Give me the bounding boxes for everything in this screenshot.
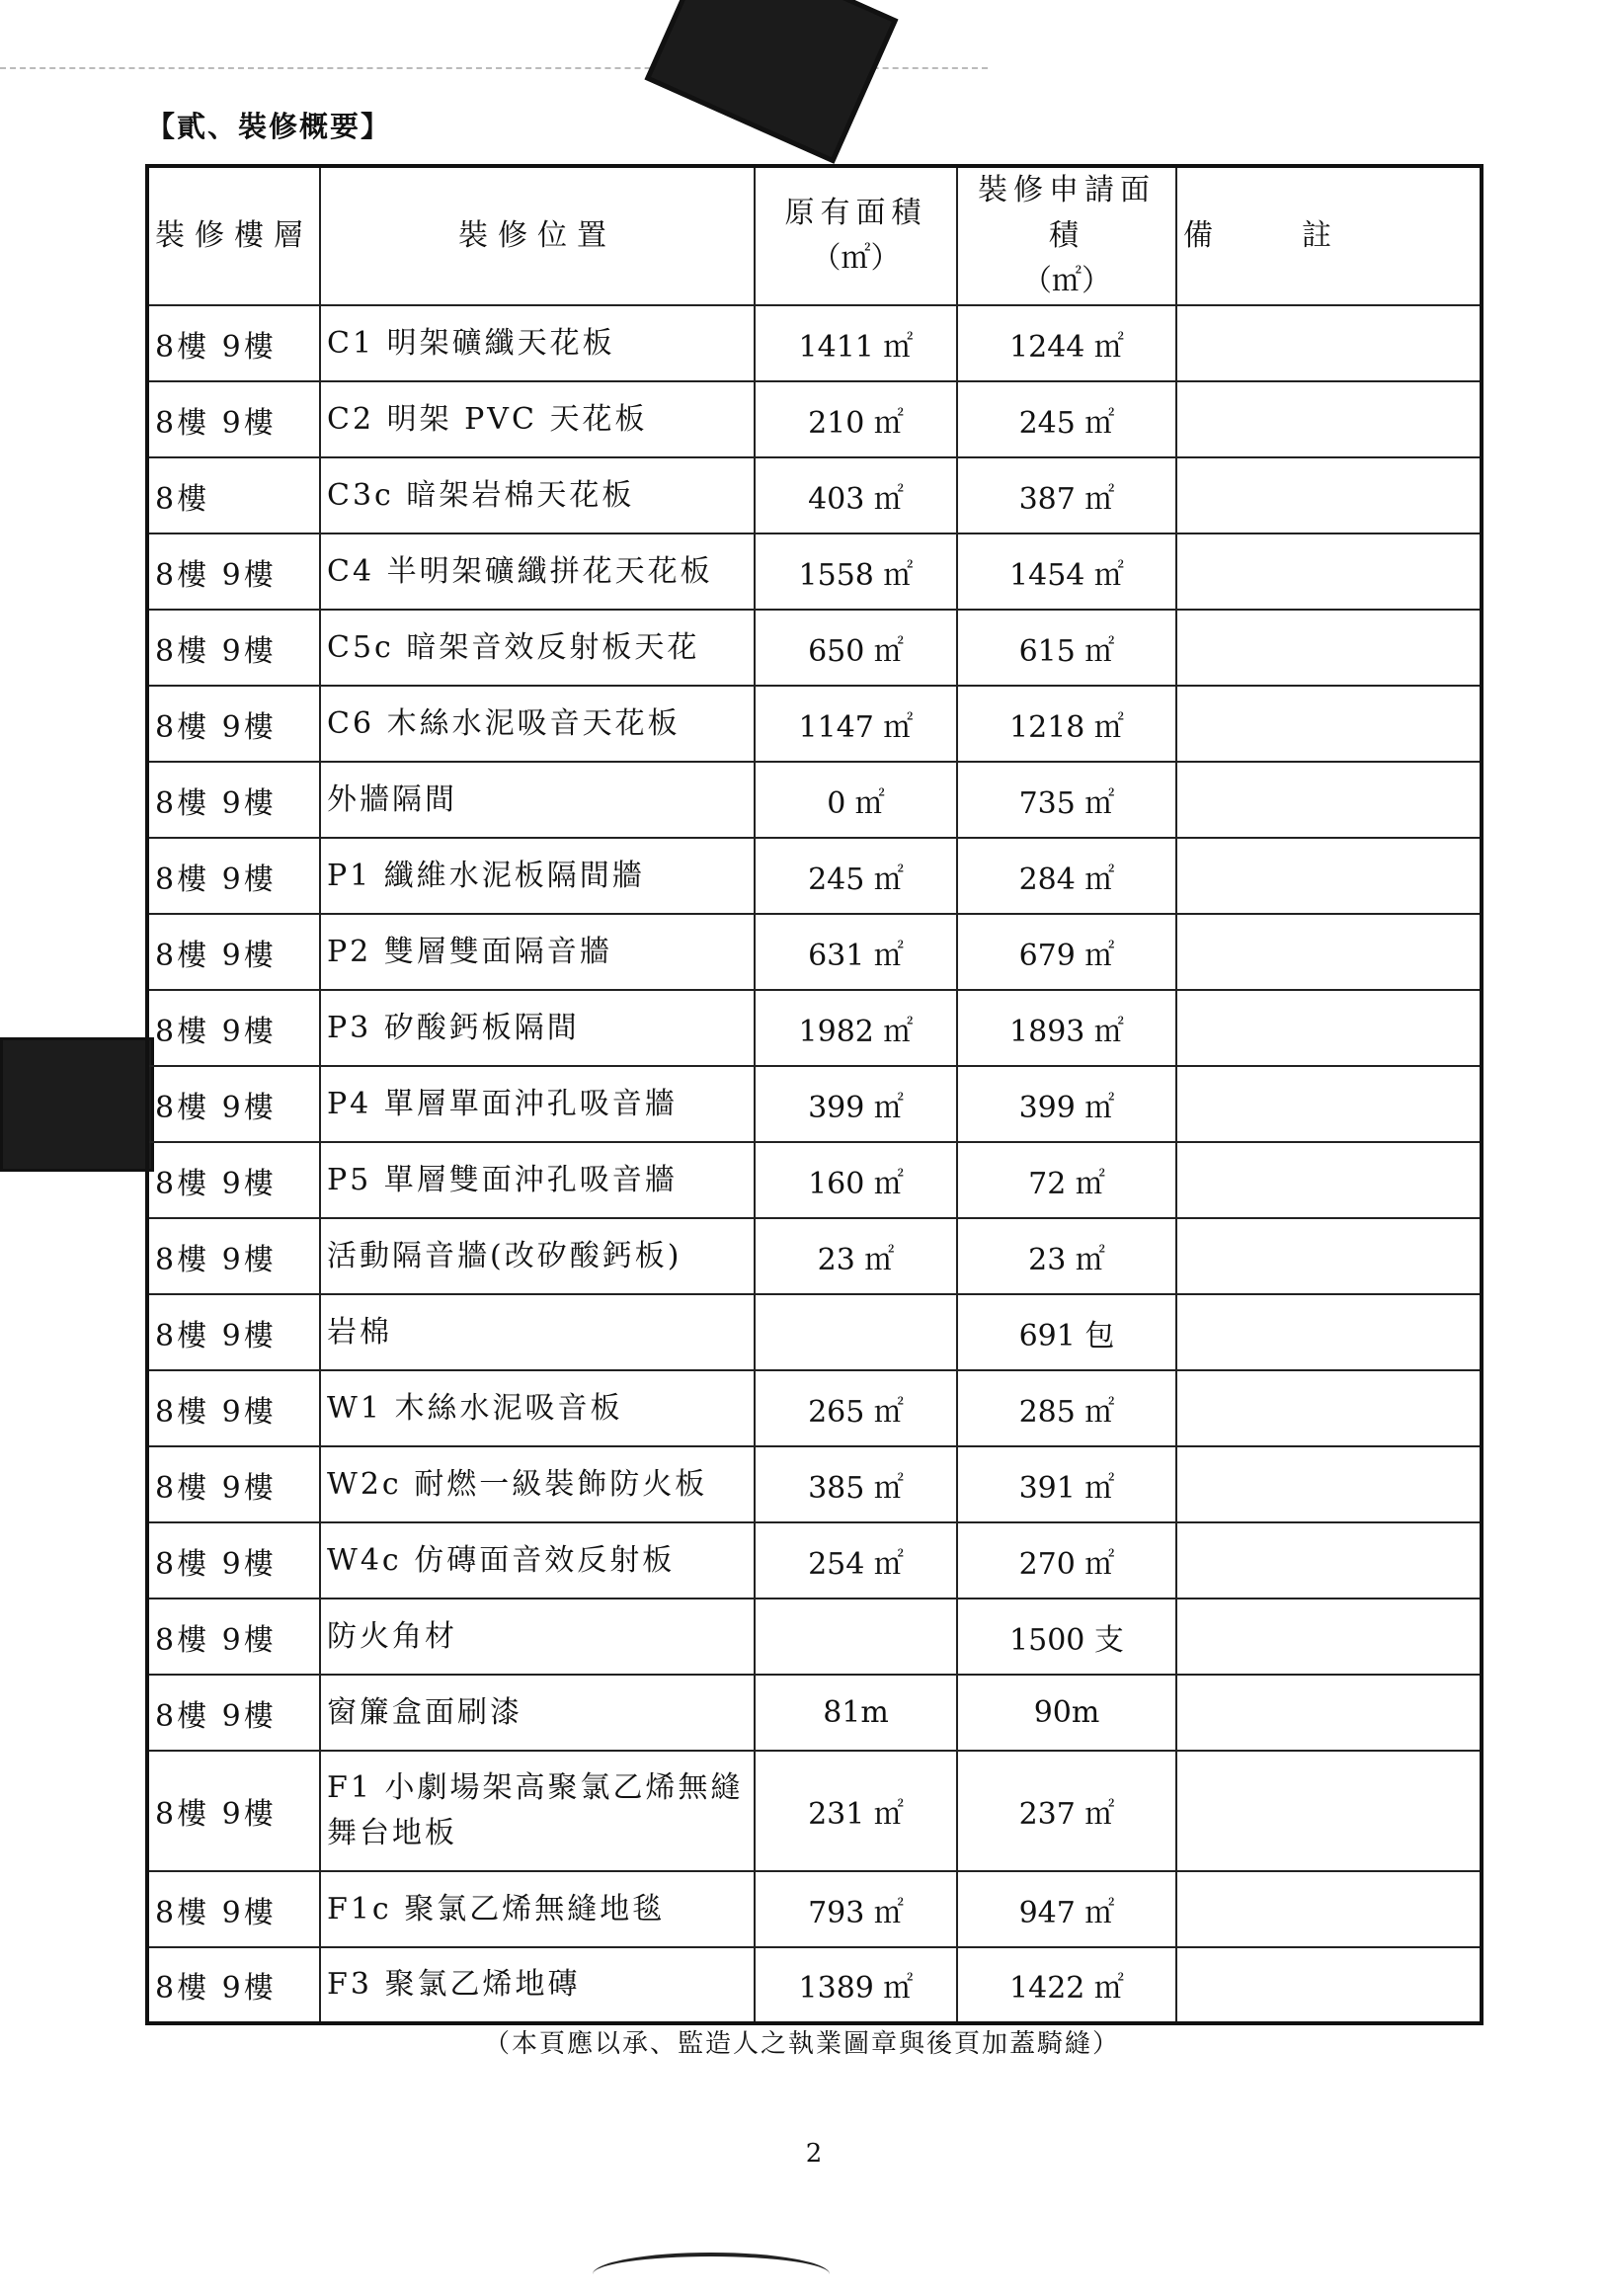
table-row — [147, 381, 1482, 457]
cell-floor: 8樓 9樓 — [147, 762, 320, 838]
header-note: 備 註 — [1176, 166, 1482, 305]
cell-original-area: 160 ㎡ — [755, 1142, 957, 1218]
cell-floor: 8樓 9樓 — [147, 305, 320, 381]
cell-original-area: 1558 ㎡ — [755, 533, 957, 610]
cell-position: P5 單層雙面沖孔吸音牆 — [320, 1142, 755, 1218]
cell-position: F3 聚氯乙烯地磚 — [320, 1947, 755, 2023]
table-row — [147, 1871, 1482, 1947]
cell-floor: 8樓 9樓 — [147, 1066, 320, 1142]
table-row — [147, 1218, 1482, 1294]
cell-note — [1176, 610, 1482, 686]
cell-note — [1176, 1675, 1482, 1751]
cell-original-area — [755, 1599, 957, 1675]
cell-original-area: 265 ㎡ — [755, 1370, 957, 1446]
cell-applied-area: 270 ㎡ — [957, 1522, 1176, 1599]
cell-original-area: 210 ㎡ — [755, 381, 957, 457]
cell-position: W2c 耐燃一級裝飾防火板 — [320, 1446, 755, 1522]
cell-position: P3 矽酸鈣板隔間 — [320, 990, 755, 1066]
cell-floor: 8樓 9樓 — [147, 686, 320, 762]
header-original-area-unit: （㎡） — [811, 241, 901, 276]
cell-applied-area: 1500 支 — [957, 1599, 1176, 1675]
header-applied-area — [957, 166, 1176, 305]
cell-floor: 8樓 9樓 — [147, 1871, 320, 1947]
header-applied-area-label: 裝修申請面積 — [978, 173, 1156, 253]
cell-floor: 8樓 9樓 — [147, 838, 320, 914]
cell-original-area: 254 ㎡ — [755, 1522, 957, 1599]
cell-position: C6 木絲水泥吸音天花板 — [320, 686, 755, 762]
cell-position: P1 纖維水泥板隔間牆 — [320, 838, 755, 914]
cell-note — [1176, 1947, 1482, 2023]
table-row — [147, 990, 1482, 1066]
cell-floor: 8樓 9樓 — [147, 990, 320, 1066]
table-row — [147, 1446, 1482, 1522]
cell-note — [1176, 686, 1482, 762]
page-number: 2 — [805, 2139, 823, 2169]
cell-floor: 8樓 9樓 — [147, 1675, 320, 1751]
cell-position: C2 明架 PVC 天花板 — [320, 381, 755, 457]
header-original-area-label: 原有面積 — [784, 196, 927, 230]
cell-original-area: 1982 ㎡ — [755, 990, 957, 1066]
cell-original-area: 23 ㎡ — [755, 1218, 957, 1294]
cell-note — [1176, 457, 1482, 533]
table-row — [147, 762, 1482, 838]
cell-floor: 8樓 9樓 — [147, 1370, 320, 1446]
table-row — [147, 305, 1482, 381]
cell-note — [1176, 1751, 1482, 1871]
table-row — [147, 1370, 1482, 1446]
cell-position: C3c 暗架岩棉天花板 — [320, 457, 755, 533]
cell-position: C5c 暗架音效反射板天花 — [320, 610, 755, 686]
cell-original-area: 793 ㎡ — [755, 1871, 957, 1947]
cell-applied-area: 1422 ㎡ — [957, 1947, 1176, 2023]
cell-floor: 8樓 9樓 — [147, 1751, 320, 1871]
seal-stamp-left — [0, 1037, 154, 1172]
cell-original-area: 245 ㎡ — [755, 838, 957, 914]
cell-applied-area: 23 ㎡ — [957, 1218, 1176, 1294]
cell-applied-area: 1893 ㎡ — [957, 990, 1176, 1066]
cell-original-area: 385 ㎡ — [755, 1446, 957, 1522]
cell-note — [1176, 1142, 1482, 1218]
cell-note — [1176, 762, 1482, 838]
table-row — [147, 914, 1482, 990]
cell-position: P4 單層單面沖孔吸音牆 — [320, 1066, 755, 1142]
cell-note — [1176, 914, 1482, 990]
cell-applied-area: 391 ㎡ — [957, 1446, 1176, 1522]
cell-note — [1176, 533, 1482, 610]
cell-floor: 8樓 9樓 — [147, 1446, 320, 1522]
header-floor: 裝修樓層 — [147, 166, 320, 305]
header-original-area — [755, 166, 957, 305]
cell-position: C1 明架礦纖天花板 — [320, 305, 755, 381]
cell-position: P2 雙層雙面隔音牆 — [320, 914, 755, 990]
cell-floor: 8樓 9樓 — [147, 1947, 320, 2023]
section-title: 【貳、裝修概要】 — [146, 110, 392, 143]
table-row — [147, 1522, 1482, 1599]
cell-note — [1176, 1066, 1482, 1142]
table-row — [147, 457, 1482, 533]
cell-position: 岩棉 — [320, 1294, 755, 1370]
cell-floor: 8樓 9樓 — [147, 1522, 320, 1599]
cell-original-area: 1389 ㎡ — [755, 1947, 957, 2023]
cell-applied-area: 615 ㎡ — [957, 610, 1176, 686]
header-applied-area-unit: （㎡） — [1022, 264, 1111, 298]
cell-floor: 8樓 — [147, 457, 320, 533]
cell-applied-area: 399 ㎡ — [957, 1066, 1176, 1142]
cell-applied-area: 947 ㎡ — [957, 1871, 1176, 1947]
table-row — [147, 1675, 1482, 1751]
table-row — [147, 1294, 1482, 1370]
cell-applied-area: 284 ㎡ — [957, 838, 1176, 914]
table-row — [147, 1947, 1482, 2023]
cell-position: F1c 聚氯乙烯無縫地毯 — [320, 1871, 755, 1947]
cell-applied-area: 90m — [957, 1675, 1176, 1751]
table-row — [147, 1751, 1482, 1871]
cell-original-area: 403 ㎡ — [755, 457, 957, 533]
cell-floor: 8樓 9樓 — [147, 1142, 320, 1218]
cell-original-area: 0 ㎡ — [755, 762, 957, 838]
cell-position: C4 半明架礦纖拼花天花板 — [320, 533, 755, 610]
cell-floor: 8樓 9樓 — [147, 1294, 320, 1370]
cell-original-area: 650 ㎡ — [755, 610, 957, 686]
cell-original-area: 399 ㎡ — [755, 1066, 957, 1142]
cell-applied-area: 1244 ㎡ — [957, 305, 1176, 381]
cell-floor: 8樓 9樓 — [147, 1599, 320, 1675]
cell-note — [1176, 1522, 1482, 1599]
cell-note — [1176, 838, 1482, 914]
table-row — [147, 533, 1482, 610]
cell-floor: 8樓 9樓 — [147, 914, 320, 990]
cell-applied-area: 245 ㎡ — [957, 381, 1176, 457]
table-row — [147, 838, 1482, 914]
cell-note — [1176, 1294, 1482, 1370]
table-row — [147, 1066, 1482, 1142]
cell-note — [1176, 1446, 1482, 1522]
cell-applied-area: 1218 ㎡ — [957, 686, 1176, 762]
page-footnote: （本頁應以承、監造人之執業圖章與後頁加蓋騎縫） — [483, 2029, 1120, 2059]
table-row — [147, 1599, 1482, 1675]
cell-floor: 8樓 9樓 — [147, 610, 320, 686]
cell-floor: 8樓 9樓 — [147, 381, 320, 457]
cell-position: W4c 仿磚面音效反射板 — [320, 1522, 755, 1599]
cell-position: 窗簾盒面刷漆 — [320, 1675, 755, 1751]
cell-applied-area: 1454 ㎡ — [957, 533, 1176, 610]
cell-note — [1176, 1218, 1482, 1294]
table-row — [147, 1142, 1482, 1218]
table-row — [147, 610, 1482, 686]
cell-applied-area: 387 ㎡ — [957, 457, 1176, 533]
table-header-row — [147, 166, 1482, 305]
seal-stamp-top — [645, 0, 899, 164]
cell-note — [1176, 990, 1482, 1066]
cell-note — [1176, 305, 1482, 381]
cell-original-area — [755, 1294, 957, 1370]
cell-position: F1 小劇場架高聚氯乙烯無縫舞台地板 — [320, 1751, 755, 1871]
cell-position: 活動隔音牆(改矽酸鈣板) — [320, 1218, 755, 1294]
cell-original-area: 81m — [755, 1675, 957, 1751]
cell-original-area: 1411 ㎡ — [755, 305, 957, 381]
cell-position: 防火角材 — [320, 1599, 755, 1675]
cell-applied-area: 691 包 — [957, 1294, 1176, 1370]
cell-original-area: 1147 ㎡ — [755, 686, 957, 762]
cell-applied-area: 72 ㎡ — [957, 1142, 1176, 1218]
cell-floor: 8樓 9樓 — [147, 533, 320, 610]
cell-note — [1176, 1599, 1482, 1675]
seal-stamp-bottom — [593, 2253, 830, 2296]
cell-applied-area: 237 ㎡ — [957, 1751, 1176, 1871]
cell-position: 外牆隔間 — [320, 762, 755, 838]
cell-note — [1176, 381, 1482, 457]
cell-note — [1176, 1871, 1482, 1947]
cell-position: W1 木絲水泥吸音板 — [320, 1370, 755, 1446]
cell-applied-area: 285 ㎡ — [957, 1370, 1176, 1446]
cell-note — [1176, 1370, 1482, 1446]
renovation-summary-table — [145, 164, 1484, 2025]
table-body — [147, 305, 1482, 2023]
cell-floor: 8樓 9樓 — [147, 1218, 320, 1294]
cell-original-area: 231 ㎡ — [755, 1751, 957, 1871]
header-position: 裝修位置 — [320, 166, 755, 305]
table-row — [147, 686, 1482, 762]
cell-applied-area: 679 ㎡ — [957, 914, 1176, 990]
cell-original-area: 631 ㎡ — [755, 914, 957, 990]
cell-applied-area: 735 ㎡ — [957, 762, 1176, 838]
